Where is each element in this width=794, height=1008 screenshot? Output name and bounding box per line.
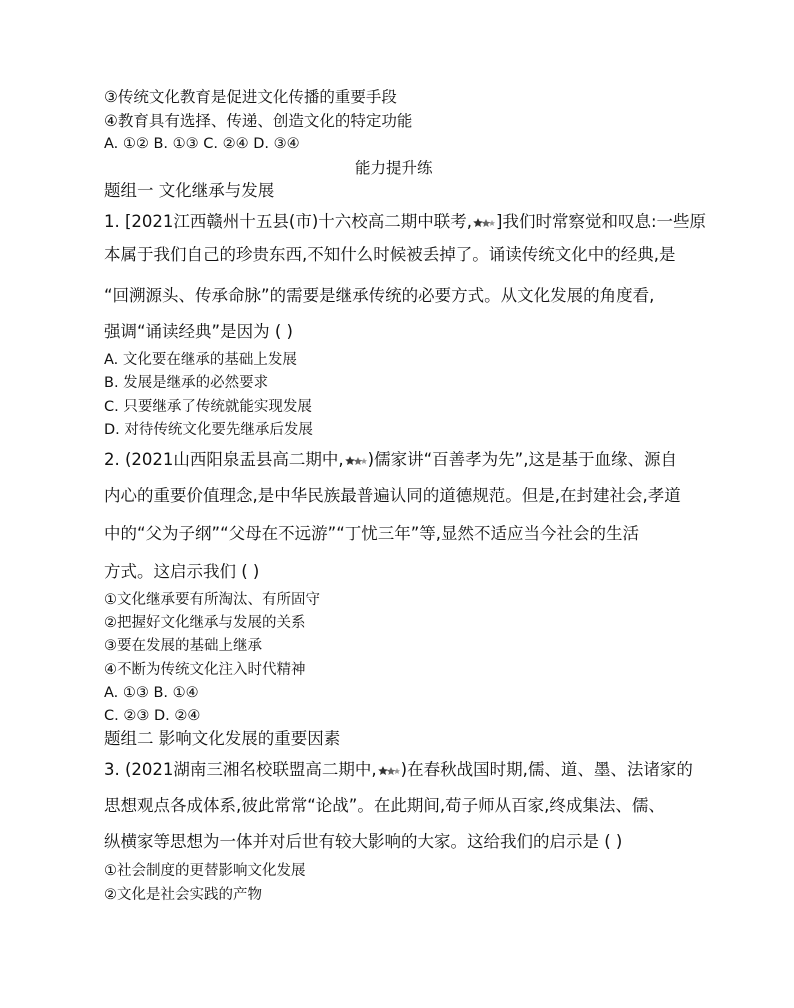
question-1-option-c: C. 只要继承了传统就能实现发展 (104, 399, 312, 415)
question-2-choices-cd: C. ②③ D. ②④ (104, 708, 201, 724)
question-1-option-a: A. 文化要在继承的基础上发展 (104, 352, 297, 368)
question-1-text: ]我们时常察觉和叹息:一些原 (496, 212, 707, 231)
question-1-line-4: 强调“诵读经典”是因为 ( ) (104, 322, 293, 341)
group-heading-2: 题组二 影响文化发展的重要因素 (104, 729, 341, 748)
question-3-line-3: 纵横家等思想为一体并对后世有较大影响的大家。这给我们的启示是 ( ) (104, 832, 623, 851)
option-3: ③传统文化教育是促进文化传播的重要手段 (104, 88, 397, 106)
group-heading-1: 题组一 文化继承与发展 (104, 181, 275, 200)
question-2-line-4: 方式。这启示我们 ( ) (104, 562, 260, 581)
question-1-option-d: D. 对待传统文化要先继承后发展 (104, 422, 313, 438)
question-2-statement-4: ④不断为传统文化注入时代精神 (104, 662, 306, 678)
question-2-line-3: 中的“父为子纲”“父母在不远游”“丁忧三年”等,显然不适应当今社会的生活 (104, 524, 640, 543)
question-3-line-2: 思想观点各成体系,彼此常常“论战”。在此期间,荀子师从百家,终成集法、儒、 (104, 796, 665, 815)
question-1-source: 1. [2021江西赣州十五县(市)十六校高二期中联考, (104, 212, 473, 231)
question-1-option-b: B. 发展是继承的必然要求 (104, 375, 269, 391)
difficulty-stars-icon (345, 455, 367, 467)
question-1-line-2: 本属于我们自己的珍贵东西,不知什么时候被丢掉了。诵读传统文化中的经典,是 (104, 245, 676, 264)
question-3-statement-2: ②文化是社会实践的产物 (104, 887, 262, 903)
question-1-line-3: “回溯源头、传承命脉”的需要是继承传统的必要方式。从文化发展的角度看, (104, 286, 655, 305)
difficulty-stars-icon (378, 765, 400, 777)
question-3-line-1 (104, 760, 693, 780)
question-2-source: 2. (2021山西阳泉盂县高二期中, (104, 450, 344, 469)
question-2-statement-2: ②把握好文化继承与发展的关系 (104, 615, 306, 631)
answer-choices: A. ①② B. ①③ C. ②④ D. ③④ (104, 136, 300, 152)
question-1-line-1 (104, 212, 706, 232)
question-2-line-1 (104, 450, 677, 470)
question-2-statement-1: ①文化继承要有所淘汰、有所固守 (104, 592, 320, 608)
question-2-text: )儒家讲“百善孝为先”,这是基于血缘、源自 (367, 450, 677, 469)
question-3-statement-1: ①社会制度的更替影响文化发展 (104, 863, 306, 879)
question-3-source: 3. (2021湖南三湘名校联盟高二期中, (104, 760, 377, 779)
question-3-text: )在春秋战国时期,儒、道、墨、法诸家的 (400, 760, 693, 779)
section-title: 能力提升练 (355, 159, 433, 177)
question-2-choices-ab: A. ①③ B. ①④ (104, 685, 199, 701)
question-2-statement-3: ③要在发展的基础上继承 (104, 638, 262, 654)
question-2-line-2: 内心的重要价值理念,是中华民族最普遍认同的道德规范。但是,在封建社会,孝道 (104, 486, 681, 505)
difficulty-stars-icon (473, 217, 495, 229)
option-4: ④教育具有选择、传递、创造文化的特定功能 (104, 112, 413, 130)
